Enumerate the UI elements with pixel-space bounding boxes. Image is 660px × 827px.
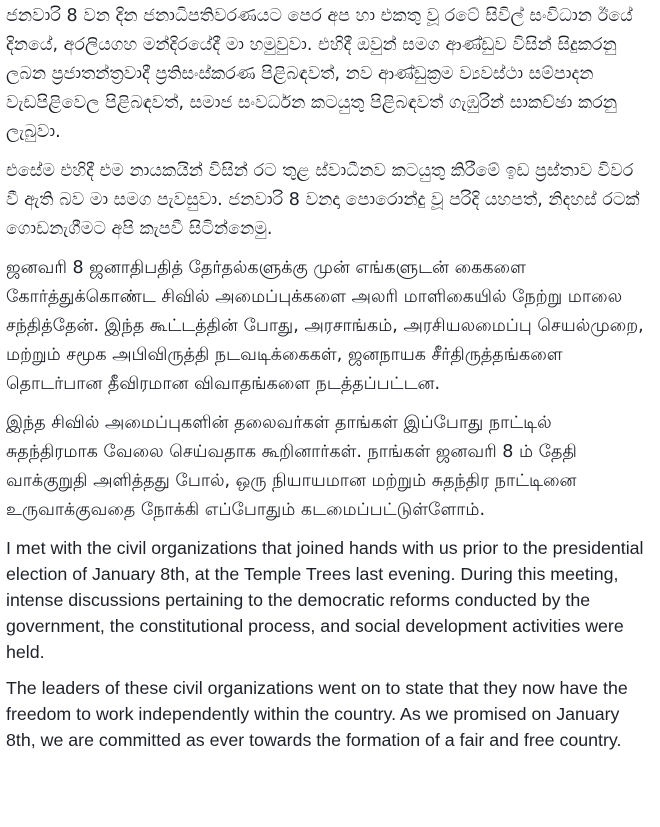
post-paragraph-english-2: The leaders of these civil organizations went on to state that they now have the freedom to work independently within the country. As we promised on January 8th, we are committed as ever towards the formation of a fair and free country. xyxy=(6,678,628,750)
post-paragraph-sinhala-2: එසේම එහිදී එම නායකයින් විසින් රට තුළ ස්වාධීනව කටයුතු කිරීමේ ඉඩ ප්‍රස්තාව විවර වී ඇති බව මා සමග පැවසුවා. ජනවාරි 8 වනදා පොරොන්දු වූ පරිදි යහපත්, නිදහස් රටක් ගොඩනැගීමට අපි කැපවී සිටින්නෙමු. xyxy=(6,161,640,239)
post-paragraph-english-1: I met with the civil organizations that joined hands with us prior to the presidential election of January 8th, at the Temple Trees last evening. During this meeting, intense discussions pertaining to the democratic reforms conducted by the government, the constitutional process, and social development activities were held. xyxy=(6,538,644,662)
post-paragraph-tamil-2: இந்த சிவில் அமைப்புகளின் தலைவர்கள் தாங்கள் இப்போது நாட்டில் சுதந்திரமாக வேலை செய்வதாக கூறினார்கள். நாங்கள் ஜனவரி 8 ம் தேதி வாக்குறுதி அளித்தது போல், ஒரு நியாயமான மற்றும் சுதந்திர நாட்டினை உருவாக்குவதை நோக்கி எப்போதும் கடமைப்பட்டுள்ளோம். xyxy=(6,413,577,520)
post-paragraph-sinhala-1: ජනවාරි 8 වන දින ජනාධිපතිවරණයට පෙර අප හා එකතු වූ රටේ සිවිල් සංවිධාන ඊයේ දිනයේ, අරලියගහ මන්දිරයේදී මා හමුවුවා. එහිදී ඔවුන් සමග ආණ්ඩුව විසින් සිදුකරනු ලබන ප්‍රජාතන්ත්‍රවාදී ප්‍රතිසංස්කරණ පිළිබඳවත්, නව ආණ්ඩුක්‍රම ව්‍යවස්ථා සම්පාදන වැඩපිළිවෙල පිළිබඳවත්, සමාජ සංවර්ධන කටයුතු පිළිබඳවත් ගැඹුරින් සාකච්ඡා කරනු ලැබුවා. xyxy=(6,6,633,142)
post-paragraph-tamil-1: ஜனவரி 8 ஜனாதிபதித் தேர்தல்களுக்கு முன் எங்களுடன் கைகளை கோர்த்துக்கொண்ட சிவில் அமைப்புக்களை அலரி மாளிகையில் நேற்று மாலை சந்தித்தேன். இந்த கூட்டத்தின் போது, அரசாங்கம், அரசியலமைப்பு செயல்முறை, மற்றும் சமூக அபிவிருத்தி நடவடிக்கைகள், ஜனநாயக சீர்திருத்தங்களை தொடர்பான தீவிரமான விவாதங்களை நடத்தப்பட்டன. xyxy=(6,258,644,394)
